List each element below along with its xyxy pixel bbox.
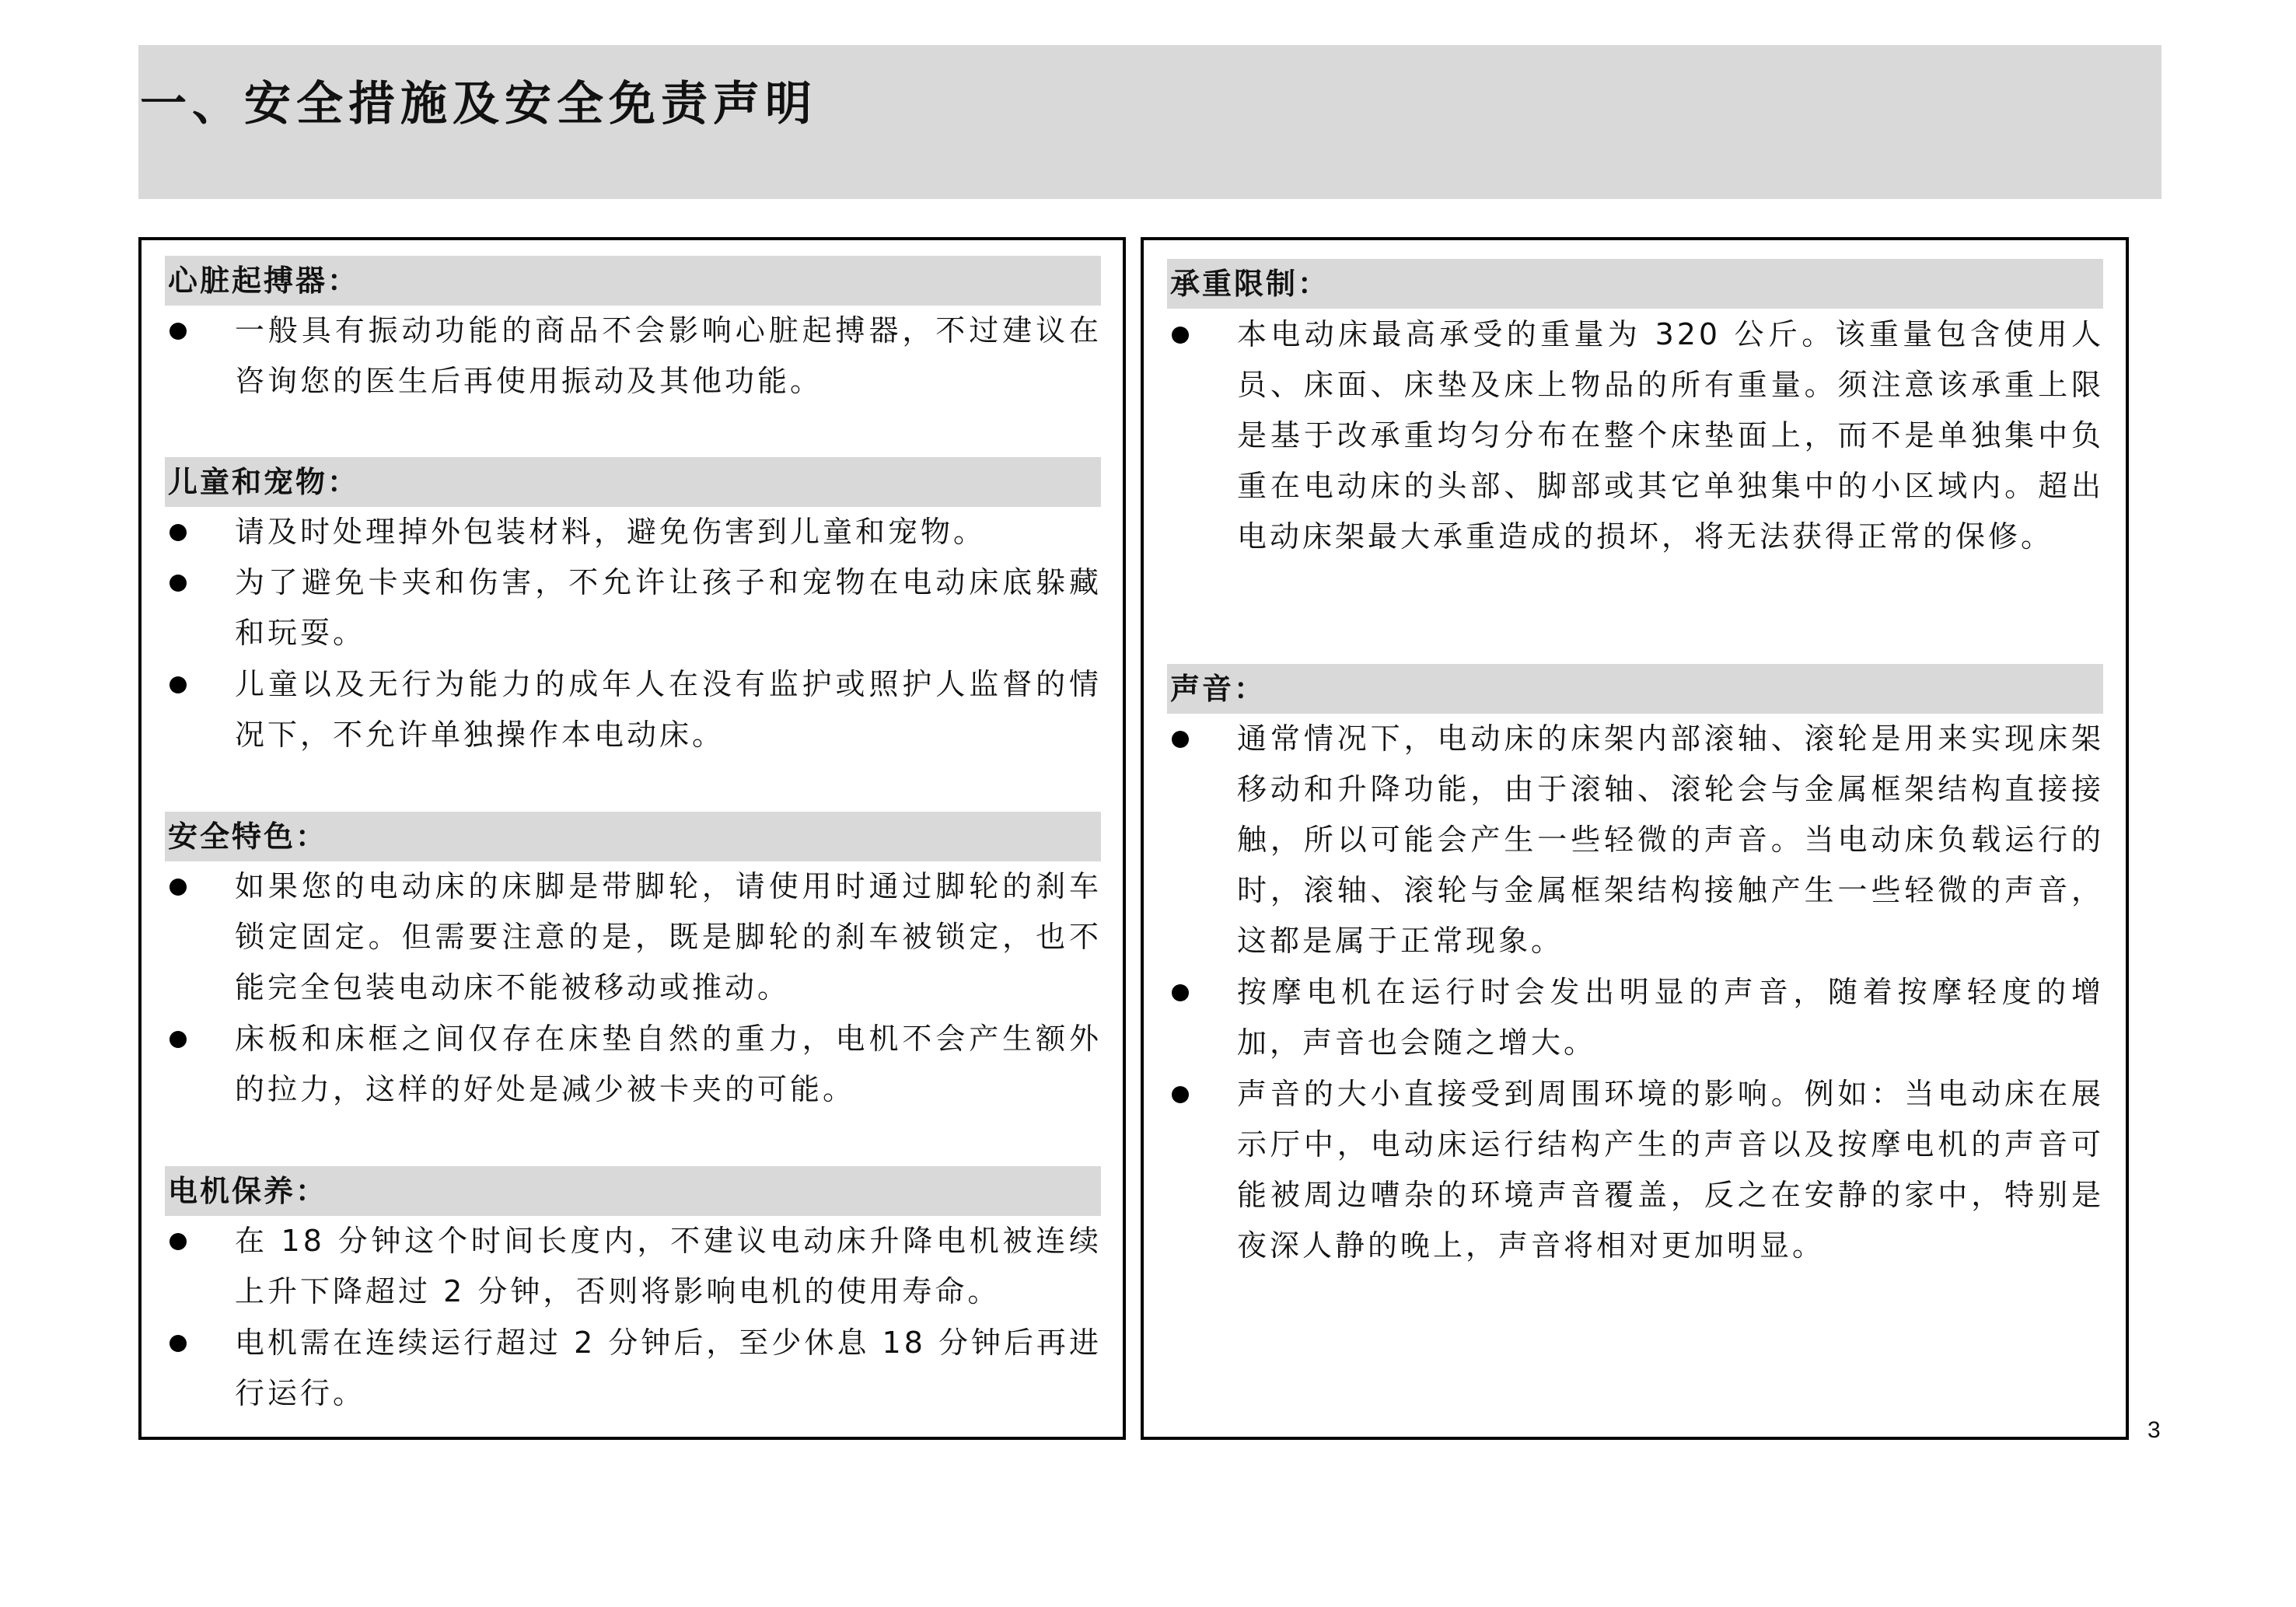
bullet-dot-icon — [1172, 327, 1189, 344]
list-item — [165, 557, 1106, 659]
list-item — [1167, 967, 2108, 1068]
section-heading-safety-features: 安全特色： — [165, 812, 1101, 861]
bullet-text: 本电动床最高承受的重量为 320 公斤。该重量包含使用人员、床面、床垫及床上物品的所有重量。须注意该承重上限是基于改承重均匀分布在整个床垫面上，而不是单独集中负重在电动床的头部、脚部或其它单独集中的小区域内。超出电动床架最大承重造成的损坏，将无法获得正常的保修。 — [1237, 317, 2104, 554]
bullet-dot-icon — [169, 879, 187, 896]
list-item — [165, 1014, 1106, 1115]
bullet-dot-icon — [169, 1031, 187, 1048]
right-panel — [1141, 237, 2129, 1440]
bullet-text: 为了避免卡夹和伤害，不允许让孩子和宠物在电动床底躲藏和玩耍。 — [235, 565, 1102, 650]
bullet-dot-icon — [169, 575, 187, 592]
section-heading-pacemaker: 心脏起搏器： — [165, 256, 1101, 306]
page-title: 一、安全措施及安全免责声明 — [140, 77, 817, 131]
list-item — [1167, 714, 2108, 966]
bullet-text: 通常情况下，电动床的床架内部滚轴、滚轮是用来实现床架移动和升降功能，由于滚轴、滚轮会与金属框架结构直接接触，所以可能会产生一些轻微的声音。当电动床负载运行的时，滚轴、滚轮与金属框架结构接触产生一些轻微的声音，这都是属于正常现象。 — [1237, 721, 2104, 958]
bullet-dot-icon — [169, 1335, 187, 1352]
left-panel — [138, 237, 1126, 1440]
bullet-text: 床板和床框之间仅存在床垫自然的重力，电机不会产生额外的拉力，这样的好处是减少被卡夹的可能。 — [235, 1022, 1102, 1106]
list-item — [1167, 309, 2108, 562]
bullet-text: 一般具有振动功能的商品不会影响心脏起搏器，不过建议在咨询您的医生后再使用振动及其他功能。 — [235, 313, 1102, 398]
section-heading-motor-care: 电机保养： — [165, 1166, 1101, 1216]
bullet-dot-icon — [1172, 984, 1189, 1001]
list-item — [165, 507, 1106, 557]
bullet-text: 请及时处理掉外包装材料，避免伤害到儿童和宠物。 — [235, 515, 987, 549]
section-heading-sound: 声音： — [1167, 664, 2103, 714]
bullet-dot-icon — [1172, 1086, 1189, 1103]
section-heading-children-pets: 儿童和宠物： — [165, 457, 1101, 507]
bullet-text: 按摩电机在运行时会发出明显的声音，随着按摩轻度的增加，声音也会随之增大。 — [1237, 975, 2104, 1060]
bullet-dot-icon — [169, 524, 187, 541]
list-item — [165, 861, 1106, 1013]
bullet-dot-icon — [169, 1233, 187, 1250]
bullet-dot-icon — [169, 323, 187, 340]
bullet-dot-icon — [169, 676, 187, 693]
bullet-dot-icon — [1172, 731, 1189, 748]
page-number: 3 — [2147, 1417, 2161, 1443]
list-item — [165, 659, 1106, 760]
section-heading-weight-limit: 承重限制： — [1167, 259, 2103, 309]
list-item — [165, 306, 1106, 407]
title-bar — [138, 45, 2161, 199]
bullet-text: 在 18 分钟这个时间长度内，不建议电动床升降电机被连续上升下降超过 2 分钟，否则将影响电机的使用寿命。 — [235, 1224, 1102, 1308]
bullet-text: 声音的大小直接受到周围环境的影响。例如：当电动床在展示厅中，电动床运行结构产生的声音以及按摩电机的声音可能被周边嘈杂的环境声音覆盖，反之在安静的家中，特别是夜深人静的晚上，声音将相对更加明显。 — [1237, 1077, 2104, 1263]
bullet-text: 儿童以及无行为能力的成年人在没有监护或照护人监督的情况下，不允许单独操作本电动床。 — [235, 667, 1102, 752]
bullet-text: 电机需在连续运行超过 2 分钟后，至少休息 18 分钟后再进行运行。 — [235, 1326, 1102, 1410]
bullet-text: 如果您的电动床的床脚是带脚轮，请使用时通过脚轮的刹车锁定固定。但需要注意的是，既是脚轮的刹车被锁定，也不能完全包装电动床不能被移动或推动。 — [235, 869, 1102, 1004]
list-item — [1167, 1069, 2108, 1271]
list-item — [165, 1216, 1106, 1317]
list-item — [165, 1318, 1106, 1419]
